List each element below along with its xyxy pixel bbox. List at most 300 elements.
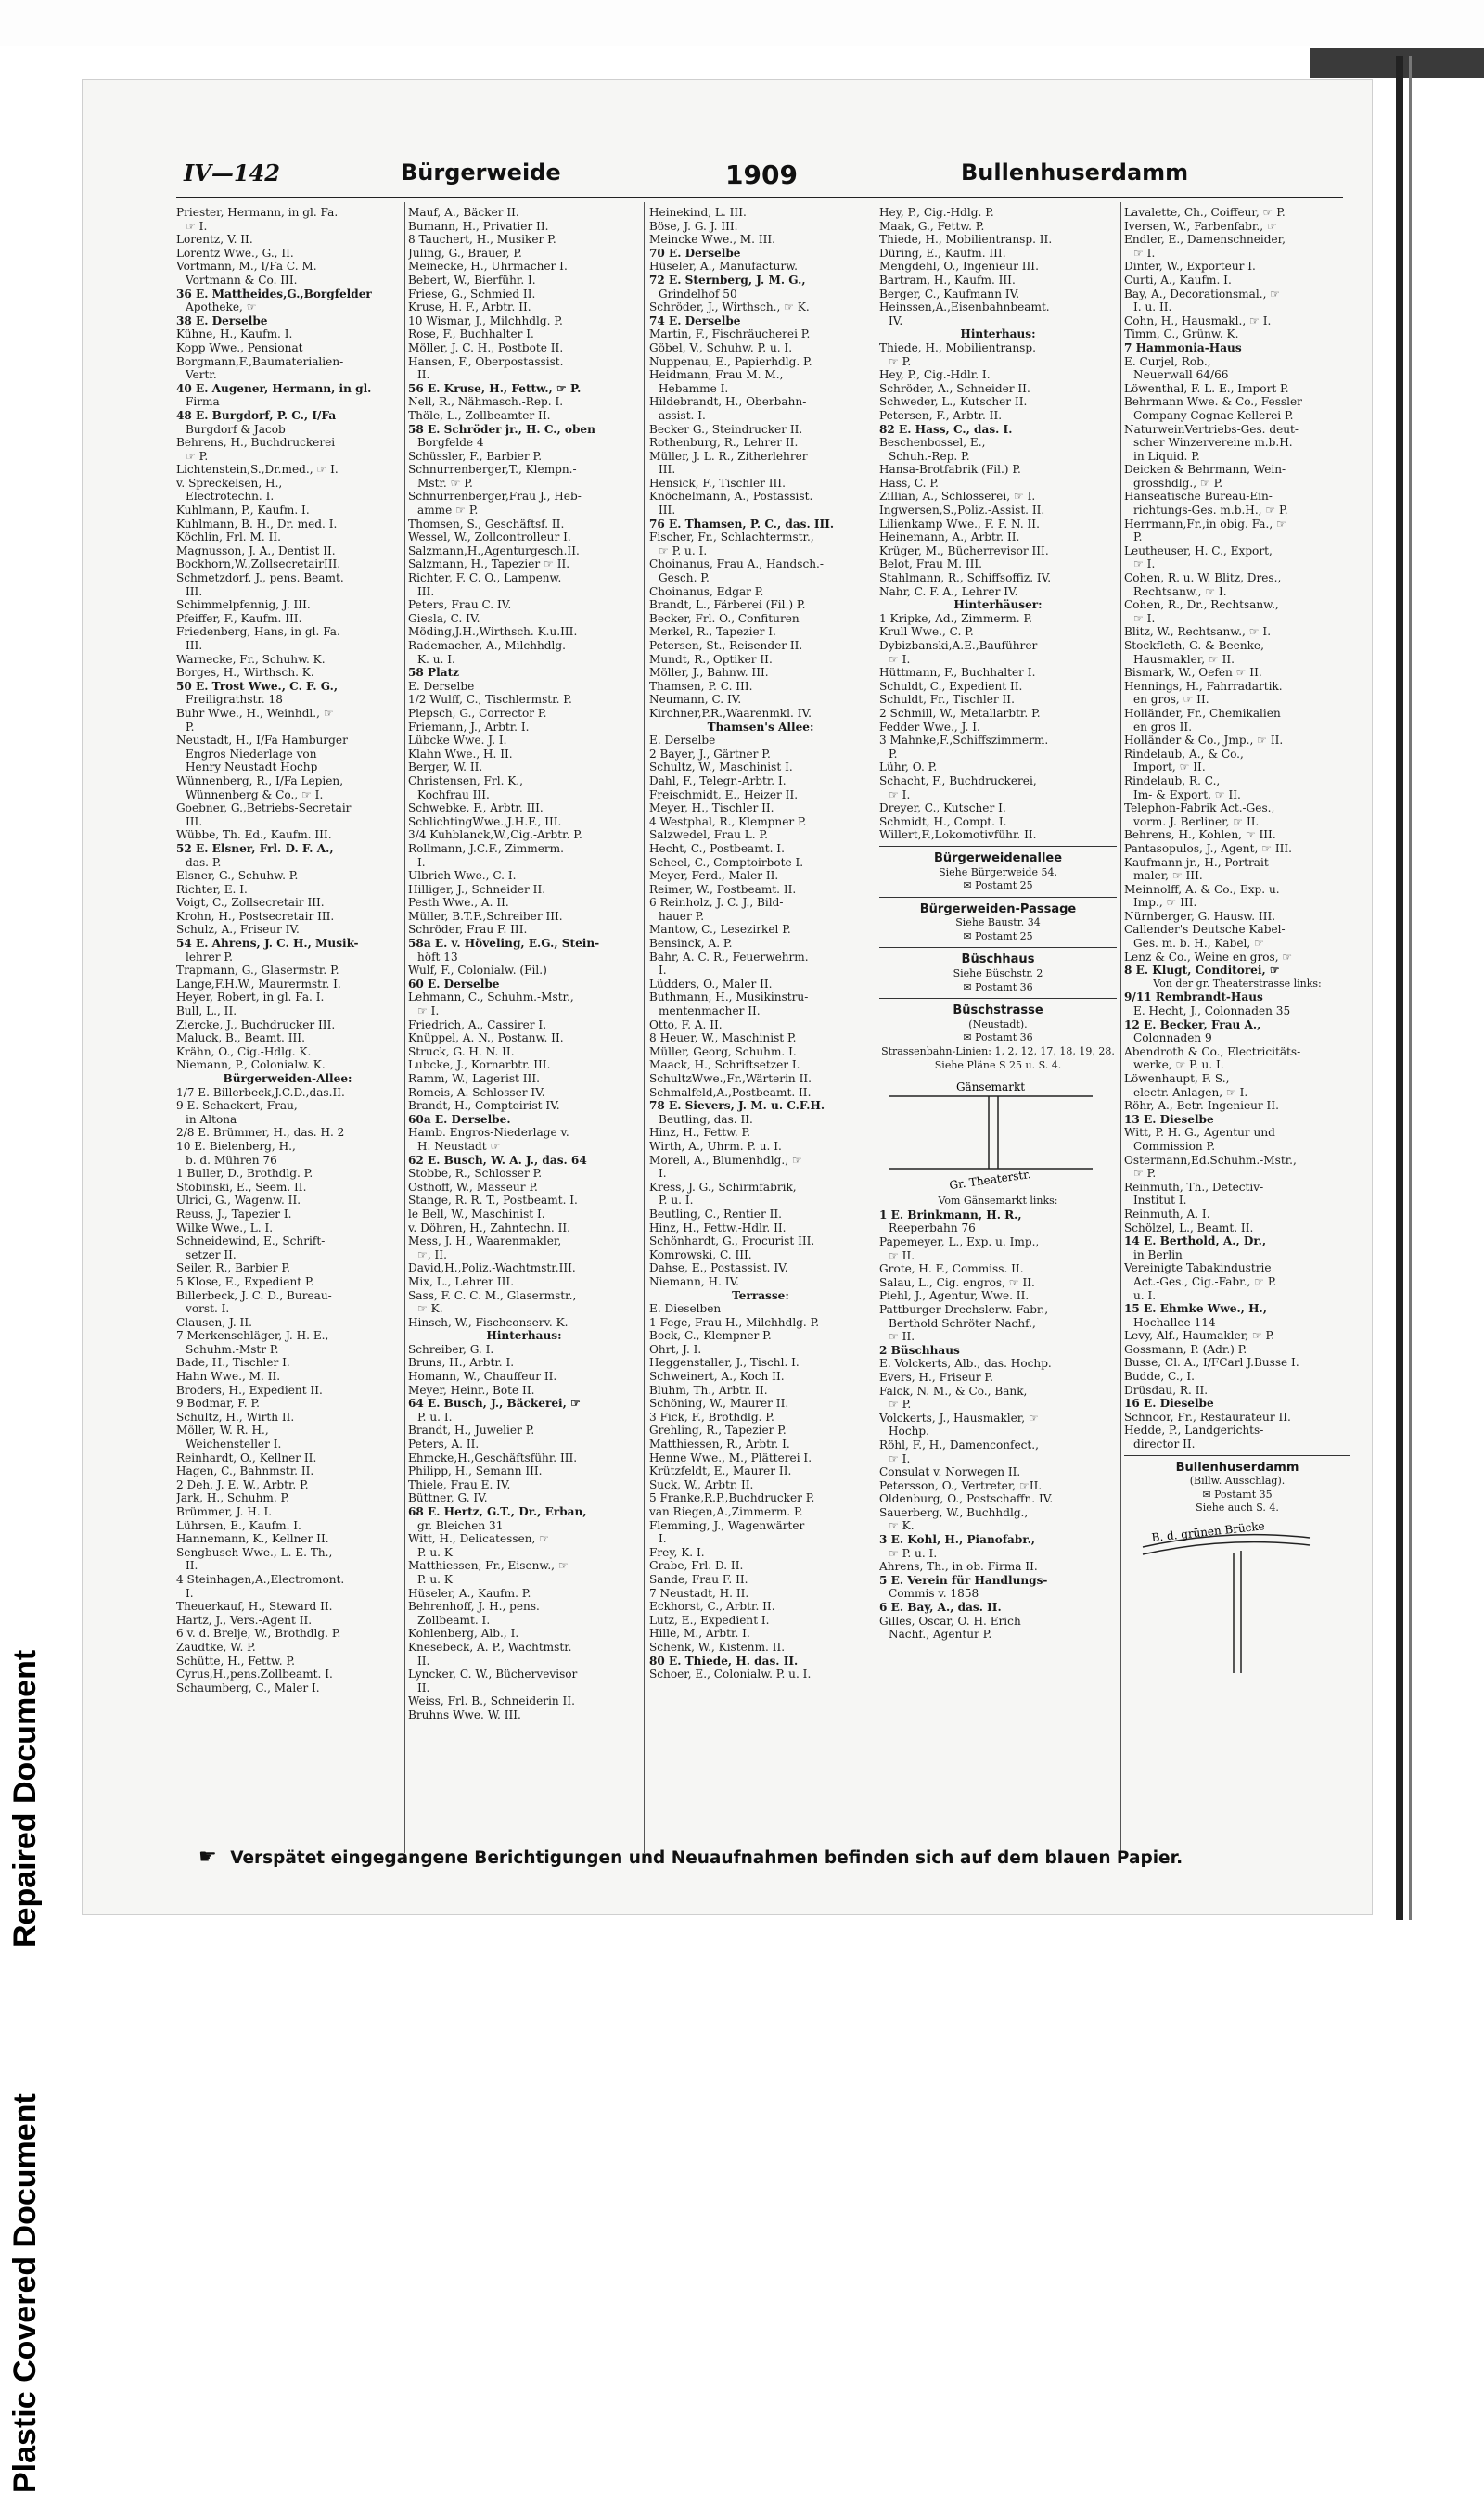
directory-entry: ☞ II. xyxy=(889,1330,915,1344)
directory-entry: Electrotechn. I. xyxy=(186,490,275,504)
directory-entry: ☞ K. xyxy=(417,1302,443,1316)
directory-entry: Choinanus, Frau A., Handsch.- xyxy=(649,557,824,571)
directory-entry: Henne Wwe., M., Plätterei I. xyxy=(649,1451,812,1464)
directory-entry: Brandt, H., Juwelier P. xyxy=(408,1424,535,1438)
directory-entry: Elsner, G., Schuhw. P. xyxy=(176,869,299,883)
directory-entry: Mengdehl, O., Ingenieur III. xyxy=(879,260,1039,274)
directory-entry: Juling, G., Brauer, P. xyxy=(408,246,522,260)
directory-entry: III. xyxy=(659,504,676,518)
directory-entry: Cohn, H., Hausmakl., ☞ I. xyxy=(1124,313,1272,327)
street-map xyxy=(1124,1519,1350,1677)
directory-entry: Nachf., Agentur P. xyxy=(889,1628,992,1642)
directory-entry: das. P. xyxy=(186,855,222,869)
directory-entry: Heinssen,A.,Eisenbahnbeamt. xyxy=(879,300,1050,314)
directory-entry: Lübcke Wwe. J. I. xyxy=(408,734,507,748)
directory-entry: Schuhm.-Mstr P. xyxy=(186,1342,279,1356)
street-box-line: Siehe Bürgerweide 54. xyxy=(939,865,1057,878)
directory-entry: Komrowski, C. III. xyxy=(649,1247,752,1261)
directory-entry: v. Döhren, H., Zahntechn. II. xyxy=(408,1221,570,1234)
directory-entry: Belot, Frau M. III. xyxy=(879,557,983,571)
directory-entry: NaturweinVertriebs-Ges. deut- xyxy=(1124,422,1298,436)
directory-entry: E. Derselbe xyxy=(649,734,716,748)
directory-entry: Kohlenberg, Alb., I. xyxy=(408,1627,519,1641)
directory-entry: 2 Bayer, J., Gärtner P. xyxy=(649,747,771,761)
directory-entry: Röhr, A., Betr.-Ingenieur II. xyxy=(1124,1099,1279,1113)
directory-entry: Meinecke, H., Uhrmacher I. xyxy=(408,260,568,274)
directory-entry: Wilke Wwe., L. I. xyxy=(176,1221,274,1234)
directory-entry: Willert,F.,Lokomotivführ. II. xyxy=(879,828,1037,842)
directory-entry: Wirth, A., Uhrm. P. u. I. xyxy=(649,1139,782,1153)
directory-entry: Köchlin, Frl. M. II. xyxy=(176,531,281,544)
directory-entry: Möller, J., Bahnw. III. xyxy=(649,666,769,680)
directory-entry: Bull, L., II. xyxy=(176,1004,237,1018)
directory-entry: Thöle, L., Zollbeamter II. xyxy=(408,408,551,422)
directory-entry: Klahn Wwe., H. II. xyxy=(408,747,513,761)
directory-entry: Becker G., Steindrucker II. xyxy=(649,422,803,436)
directory-entry: Hagen, C., Bahnmstr. II. xyxy=(176,1464,314,1478)
directory-entry: Heinekind, L. III. xyxy=(649,206,747,219)
directory-entry: 3 Fick, F., Brothdlg. P. xyxy=(649,1410,774,1424)
directory-entry: Bebert, W., Bierführ. I. xyxy=(408,273,536,287)
directory-entry: Maak, G., Fettw. P. xyxy=(879,219,985,233)
directory-entry: Neuerwall 64/66 xyxy=(1133,368,1229,382)
directory-entry: Nuppenau, E., Papierhdlg. P. xyxy=(649,354,812,368)
directory-entry: Drüsdau, R. II. xyxy=(1124,1383,1209,1397)
directory-entry: Bahr, A. C. R., Feuerwehrm. xyxy=(649,950,809,964)
directory-entry: Ingwersen,S.,Poliz.-Assist. II. xyxy=(879,504,1045,518)
directory-entry: Mundt, R., Optiker II. xyxy=(649,652,773,666)
directory-entry: Hartz, J., Vers.-Agent II. xyxy=(176,1613,313,1627)
directory-entry: Neustadt, H., I/Fa Hamburger xyxy=(176,734,348,748)
directory-entry: vorst. I. xyxy=(186,1302,230,1316)
directory-entry: Rademacher, A., Milchhdlg. xyxy=(408,639,566,652)
directory-entry: Schnoor, Fr., Restaurateur II. xyxy=(1124,1410,1291,1424)
directory-entry: Schöning, W., Maurer II. xyxy=(649,1397,789,1411)
house-number-entry: 1 E. Brinkmann, H. R., xyxy=(879,1208,1022,1221)
directory-entry: Hochallee 114 xyxy=(1133,1315,1216,1329)
directory-entry: Krull Wwe., C. P. xyxy=(879,625,974,639)
directory-entry: Becker, Frl. O., Confituren xyxy=(649,611,800,625)
directory-column-5 xyxy=(1124,206,1350,1681)
directory-entry: Bismark, W., Oefen ☞ II. xyxy=(1124,666,1262,680)
directory-entry: Evers, H., Friseur P. xyxy=(879,1370,993,1384)
directory-entry: Hanseatische Bureau-Ein- xyxy=(1124,490,1273,504)
directory-entry: ☞ P. xyxy=(889,354,912,368)
directory-entry: Vertr. xyxy=(186,368,217,382)
directory-entry: Hecht, C., Postbeamt. I. xyxy=(649,841,785,855)
directory-entry: Borgfelde 4 xyxy=(417,436,484,450)
directory-entry: Friemann, J., Arbtr. I. xyxy=(408,720,530,734)
directory-entry: Buhr Wwe., H., Weinhdl., ☞ xyxy=(176,706,334,720)
directory-entry: 7 Merkenschläger, J. H. E., xyxy=(176,1329,329,1343)
directory-entry: Meyer, H., Tischler II. xyxy=(649,801,774,815)
street-box-line: Strassenbahn-Linien: 1, 2, 12, 17, 18, 19, 28. xyxy=(881,1045,1115,1058)
directory-entry: Stobinski, E., Seem. II. xyxy=(176,1180,307,1194)
year-title: 1909 xyxy=(725,160,798,190)
section-heading: Hinterhaus: xyxy=(486,1329,562,1343)
house-number-entry: 38 E. Derselbe xyxy=(176,313,268,327)
house-number-entry: 82 E. Hass, C., das. I. xyxy=(879,422,1013,436)
directory-entry: Bruhns Wwe. W. III. xyxy=(408,1707,521,1721)
directory-entry: ☞ I. xyxy=(1133,611,1156,625)
directory-entry: en gros II. xyxy=(1133,720,1193,734)
directory-entry: 3 Mahnke,F.,Schiffszimmerm. xyxy=(879,734,1049,748)
directory-entry: Schröder, A., Schneider II. xyxy=(879,381,1030,395)
directory-entry: Heinemann, A., Arbtr. II. xyxy=(879,531,1020,544)
house-number-entry: 12 E. Becker, Frau A., xyxy=(1124,1017,1261,1031)
directory-entry: Krähn, O., Cig.-Hdlg. K. xyxy=(176,1044,312,1058)
directory-entry: Warnecke, Fr., Schuhw. K. xyxy=(176,652,326,666)
directory-entry: Clausen, J. II. xyxy=(176,1315,252,1329)
directory-entry: Lühr, O. P. xyxy=(879,761,938,774)
directory-entry: 6 Reinholz, J. C. J., Bild- xyxy=(649,896,784,910)
directory-entry: Bay, A., Decorationsmal., ☞ xyxy=(1124,287,1281,300)
directory-entry: Eckhorst, C., Arbtr. II. xyxy=(649,1600,775,1614)
directory-entry: Schmidt, H., Compt. I. xyxy=(879,814,1007,828)
directory-entry: Freischmidt, E., Heizer II. xyxy=(649,787,799,801)
directory-entry: Mantow, C., Lesezirkel P. xyxy=(649,923,791,937)
directory-entry: Ges. m. b. H., Kabel, ☞ xyxy=(1133,937,1264,951)
directory-entry: Heggenstaller, J., Tischl. I. xyxy=(649,1356,800,1370)
directory-entry: maler, ☞ III. xyxy=(1133,869,1203,883)
house-number-entry: 16 E. Dieselbe xyxy=(1124,1397,1214,1411)
directory-entry: Ostermann,Ed.Schuhm.-Mstr., xyxy=(1124,1153,1297,1167)
directory-entry: Firma xyxy=(186,395,220,409)
directory-entry: Schölzel, L., Beamt. II. xyxy=(1124,1221,1254,1234)
directory-entry: Vereinigte Tabakindustrie xyxy=(1124,1261,1272,1275)
house-number-entry: 36 E. Mattheides,G.,Borgfelder xyxy=(176,287,372,300)
directory-entry: Vortmann & Co. III. xyxy=(186,273,298,287)
directory-entry: Hüseler, A., Kaufm. P. xyxy=(408,1586,531,1600)
directory-entry: Schmetzdorf, J., pens. Beamt. xyxy=(176,571,344,585)
house-number-entry: 58 Platz xyxy=(408,666,460,680)
directory-entry: Frey, K. I. xyxy=(649,1545,705,1559)
directory-entry: ☞ P. xyxy=(186,449,209,463)
directory-entry: I. xyxy=(417,855,426,869)
directory-entry: Schröder, Frau F. III. xyxy=(408,923,528,937)
directory-entry: Schröder, J., Wirthsch., ☞ K. xyxy=(649,300,810,314)
directory-entry: Curti, A., Kaufm. I. xyxy=(1124,273,1232,287)
directory-entry: en gros, ☞ II. xyxy=(1133,693,1209,707)
directory-entry: Göbel, V., Schuhw. P. u. I. xyxy=(649,340,793,354)
directory-entry: Thamsen, P. C. III. xyxy=(649,679,753,693)
directory-entry: Kühne, H., Kaufm. I. xyxy=(176,327,293,341)
directory-entry: Berger, W. II. xyxy=(408,761,483,774)
directory-entry: Seiler, R., Barbier P. xyxy=(176,1261,290,1275)
directory-entry: Hansen, F., Oberpostassist. xyxy=(408,354,564,368)
directory-entry: Beutling, das. II. xyxy=(659,1112,753,1126)
directory-entry: lehrer P. xyxy=(186,950,233,964)
directory-entry: Witt, H., Delicatessen, ☞ xyxy=(408,1532,550,1546)
directory-entry: Reeperbahn 76 xyxy=(889,1221,976,1235)
directory-entry: Müller, J. L. R., Zitherlehrer xyxy=(649,449,808,463)
house-number-entry: 60a E. Derselbe. xyxy=(408,1112,511,1126)
page-edge xyxy=(1396,56,1403,1920)
directory-entry: Hochp. xyxy=(889,1425,929,1438)
directory-entry: höft 13 xyxy=(417,950,458,964)
directory-entry: Merkel, R., Tapezier I. xyxy=(649,625,776,639)
directory-entry: Petersen, F., Arbtr. II. xyxy=(879,408,1003,422)
directory-entry: Schaumberg, C., Maler I. xyxy=(176,1681,320,1694)
directory-entry: Petersen, St., Reisender II. xyxy=(649,639,803,652)
directory-entry: Engros Niederlage von xyxy=(186,747,317,761)
directory-entry: ☞ I. xyxy=(889,652,911,666)
directory-entry: Rothenburg, R., Lehrer II. xyxy=(649,436,799,450)
house-number-entry: 9/11 Rembrandt-Haus xyxy=(1124,991,1263,1004)
street-box-line: (Billw. Ausschlag). xyxy=(1189,1475,1286,1488)
house-number-entry: 54 E. Ahrens, J. C. H., Musik- xyxy=(176,937,359,951)
directory-entry: Billerbeck, J. C. D., Bureau- xyxy=(176,1288,332,1302)
directory-entry: Beutling, C., Rentier II. xyxy=(649,1207,782,1221)
directory-entry: Busse, Cl. A., I/FCarl J.Busse I. xyxy=(1124,1356,1299,1370)
map-label: Gänsemarkt xyxy=(955,1080,1026,1094)
directory-entry: Struck, G. H. N. II. xyxy=(408,1044,515,1058)
directory-entry: Maack, H., Schriftsetzer I. xyxy=(649,1058,800,1072)
directory-entry: Petersson, O., Vertreter, ☞II. xyxy=(879,1478,1043,1492)
house-number-entry: 58 E. Schröder jr., H. C., oben xyxy=(408,422,595,436)
directory-entry: Magnusson, J. A., Dentist II. xyxy=(176,543,336,557)
directory-entry: Bluhm, Th., Arbtr. II. xyxy=(649,1383,768,1397)
directory-entry: 7 Neustadt, H. II. xyxy=(649,1586,749,1600)
directory-entry: grosshdlg., ☞ P. xyxy=(1133,476,1223,490)
directory-entry: Gossmann, P. (Adr.) P. xyxy=(1124,1342,1247,1356)
directory-entry: Martin, F., Fischräucherei P. xyxy=(649,327,811,341)
directory-entry: III. xyxy=(186,584,203,598)
directory-entry: Hamb. Engros-Niederlage v. xyxy=(408,1126,569,1140)
directory-entry: P. xyxy=(186,720,195,734)
directory-entry: Hensick, F., Tischler III. xyxy=(649,476,786,490)
house-number-entry: 50 E. Trost Wwe., C. F. G., xyxy=(176,679,339,693)
directory-entry: Pfeiffer, F., Kaufm. III. xyxy=(176,611,302,625)
footer-text: Verspätet eingegangene Berichtigungen und Neuaufnahmen befinden sich auf dem blauen Papier. xyxy=(230,1848,1183,1868)
directory-entry: Böse, J. G. J. III. xyxy=(649,219,738,233)
house-number-entry: 80 E. Thiede, H. das. II. xyxy=(649,1654,799,1668)
directory-entry: II. xyxy=(417,368,430,382)
directory-entry: ☞ P. xyxy=(1133,1167,1157,1181)
street-box-line: Siehe Baustr. 34 xyxy=(955,916,1041,929)
directory-entry: Hinsch, W., Fischconserv. K. xyxy=(408,1315,569,1329)
directory-entry: Ehmcke,H.,Geschäftsführ. III. xyxy=(408,1451,578,1464)
directory-entry: 9 Bodmar, F. P. xyxy=(176,1397,260,1411)
directory-entry: Schnurrenberger,Frau J., Heb- xyxy=(408,490,582,504)
directory-entry: Schüssler, F., Barbier P. xyxy=(408,449,543,463)
directory-entry: Berger, C., Kaufmann IV. xyxy=(879,287,1020,300)
street-box-line: Siehe Pläne S 25 u. S. 4. xyxy=(934,1058,1062,1071)
directory-entry: Friedrich, A., Cassirer I. xyxy=(408,1017,547,1031)
street-box-title: Bürgerweiden-Passage xyxy=(919,901,1077,916)
directory-entry: Kochfrau III. xyxy=(417,787,490,801)
directory-entry: Reinmuth, A. I. xyxy=(1124,1207,1210,1221)
house-number-entry: 7 Hammonia-Haus xyxy=(1124,340,1242,354)
directory-entry: Sengbusch Wwe., L. E. Th., xyxy=(176,1545,333,1559)
directory-entry: Hinz, H., Fettw.-Hdlr. II. xyxy=(649,1221,787,1234)
directory-entry: Dahse, E., Postassist. IV. xyxy=(649,1261,788,1275)
house-number-entry: 62 E. Busch, W. A. J., das. 64 xyxy=(408,1153,587,1167)
house-number-entry: 2 Büschhaus xyxy=(879,1343,960,1357)
directory-entry: Abendroth & Co., Electricitäts- xyxy=(1124,1044,1301,1058)
street-line xyxy=(1143,1542,1310,1554)
directory-entry: P. u. I. xyxy=(659,1194,694,1208)
directory-entry: Brandt, H., Comptoirist IV. xyxy=(408,1099,560,1113)
directory-entry: Telephon-Fabrik Act.-Ges., xyxy=(1124,801,1275,815)
directory-entry: Kuhlmann, B. H., Dr. med. I. xyxy=(176,517,338,531)
directory-entry: Lyncker, C. W., Büchervevisor xyxy=(408,1668,578,1681)
directory-entry: Hass, C. P. xyxy=(879,476,939,490)
directory-entry: Schütte, H., Fettw. P. xyxy=(176,1654,296,1668)
directory-entry: Borges, H., Wirthsch. K. xyxy=(176,666,314,680)
directory-entry: Kress, J. G., Schirmfabrik, xyxy=(649,1180,797,1194)
directory-entry: Mess, J. H., Waarenmakler, xyxy=(408,1234,562,1248)
directory-entry: Schneidewind, E., Schrift- xyxy=(176,1234,326,1248)
map-label: Gr. Theaterstr. xyxy=(948,1168,1032,1192)
directory-entry: Grindelhof 50 xyxy=(659,287,737,300)
house-number-entry: 52 E. Elsner, Frl. D. F. A., xyxy=(176,841,334,855)
column-divider xyxy=(404,202,405,1853)
directory-entry: Dinter, W., Exporteur I. xyxy=(1124,260,1256,274)
directory-entry: Behrenhoff, J. H., pens. xyxy=(408,1600,540,1614)
street-box xyxy=(879,897,1117,944)
directory-entry: Otto, F. A. II. xyxy=(649,1017,723,1031)
house-number-entry: 64 E. Busch, J., Bäckerei, ☞ xyxy=(408,1397,581,1411)
directory-entry: Ziercke, J., Buchdrucker III. xyxy=(176,1017,336,1031)
directory-entry: 9 E. Schackert, Frau, xyxy=(176,1099,298,1113)
house-number-entry: 48 E. Burgdorf, P. C., I/Fa xyxy=(176,408,337,422)
directory-entry: Richter, F. C. O., Lampenw. xyxy=(408,571,562,585)
directory-column-4 xyxy=(879,206,1117,1642)
directory-entry: Giesla, C. IV. xyxy=(408,611,480,625)
directory-entry: Consulat v. Norwegen II. xyxy=(879,1465,1021,1479)
directory-entry: Bade, H., Tischler I. xyxy=(176,1356,290,1370)
street-box-line: ✉ Postamt 25 xyxy=(963,879,1033,892)
directory-entry: Meyer, Heinr., Bote II. xyxy=(408,1383,535,1397)
directory-entry: Ahrens, Th., in ob. Firma II. xyxy=(879,1560,1038,1574)
directory-entry: Plepsch, G., Corrector P. xyxy=(408,706,547,720)
street-box-line: ✉ Postamt 36 xyxy=(963,980,1033,993)
house-number-entry: 14 E. Berthold, A., Dr., xyxy=(1124,1234,1267,1248)
directory-entry: Scheel, C., Comptoirbote I. xyxy=(649,855,804,869)
directory-entry: Lehmann, C., Schuhm.-Mstr., xyxy=(408,991,574,1004)
directory-entry: Thiede, H., Mobilientransp. II. xyxy=(879,233,1053,247)
directory-entry: Kirchner,P.R.,Waarenmkl. IV. xyxy=(649,706,812,720)
directory-entry: H. Neustadt ☞ xyxy=(417,1139,501,1153)
directory-entry: 10 E. Bielenberg, H., xyxy=(176,1139,296,1153)
directory-entry: Schulz, A., Friseur IV. xyxy=(176,923,300,937)
directory-entry: Buthmann, H., Musikinstru- xyxy=(649,991,809,1004)
directory-entry: Weichensteller I. xyxy=(186,1438,282,1451)
directory-entry: mentenmacher II. xyxy=(659,1004,761,1018)
house-number-entry: 5 E. Verein für Handlungs- xyxy=(879,1573,1048,1587)
directory-entry: 4 Westphal, R., Klempner P. xyxy=(649,814,807,828)
directory-entry: Krohn, H., Postsecretair III. xyxy=(176,909,335,923)
directory-entry: Peters, A. II. xyxy=(408,1438,480,1451)
house-number-entry: 58a E. v. Höveling, E.G., Stein- xyxy=(408,937,600,951)
street-box-line: Siehe auch S. 4. xyxy=(1196,1502,1279,1515)
directory-entry: Fedder Wwe., J. I. xyxy=(879,720,980,734)
directory-entry: Blitz, W., Rechtsanw., ☞ I. xyxy=(1124,625,1272,639)
directory-entry: b. d. Mühren 76 xyxy=(186,1153,277,1167)
directory-entry: Im- & Export, ☞ II. xyxy=(1133,787,1241,801)
directory-entry: Schmalfeld,A.,Postbeamt. II. xyxy=(649,1085,812,1099)
directory-entry: Ohrt, J. I. xyxy=(649,1342,702,1356)
directory-entry: Krüger, M., Bücherrevisor III. xyxy=(879,543,1049,557)
directory-entry: assist. I. xyxy=(659,408,706,422)
directory-entry: Meinnolff, A. & Co., Exp. u. xyxy=(1124,882,1280,896)
map-drawing xyxy=(1124,1519,1347,1677)
street-box-line: ✉ Postamt 25 xyxy=(963,929,1033,942)
directory-entry: Brümmer, J. H. I. xyxy=(176,1505,273,1518)
directory-entry: Burgdorf & Jacob xyxy=(186,422,286,436)
house-number-entry: 70 E. Derselbe xyxy=(649,246,741,260)
house-number-entry: 78 E. Sievers, J. M. u. C.F.H. xyxy=(649,1099,825,1113)
directory-entry: Lührsen, E., Kaufm. I. xyxy=(176,1518,301,1532)
directory-entry: Nürnberger, G. Hausw. III. xyxy=(1124,909,1276,923)
directory-entry: Stockfleth, G. & Beenke, xyxy=(1124,639,1264,652)
directory-entry: Schweinert, A., Koch II. xyxy=(649,1370,785,1384)
directory-entry: Bensinck, A. P. xyxy=(649,937,733,951)
directory-entry: Wünnenberg & Co., ☞ I. xyxy=(186,787,324,801)
directory-entry: Reimer, W., Postbeamt. II. xyxy=(649,882,797,896)
directory-entry: Schuldt, Fr., Tischler II. xyxy=(879,693,1015,707)
directory-entry: Reinmuth, Th., Detectiv- xyxy=(1124,1180,1264,1194)
directory-entry: SchlichtingWwe.,J.H.F., III. xyxy=(408,814,562,828)
directory-entry: Dreyer, C., Kutscher I. xyxy=(879,801,1006,815)
directory-entry: Matthiessen, R., Arbtr. I. xyxy=(649,1438,790,1451)
house-number-entry: 8 E. Klugt, Conditorei, ☞ xyxy=(1124,964,1280,978)
directory-entry: 10 Wismar, J., Milchhdlg. P. xyxy=(408,313,563,327)
directory-entry: 1/2 Wulff, C., Tischlermstr. P. xyxy=(408,693,572,707)
directory-entry: Meincke Wwe., M. III. xyxy=(649,233,776,247)
directory-entry: Mauf, A., Bäcker II. xyxy=(408,206,519,219)
directory-entry: Lüdders, O., Maler II. xyxy=(649,977,773,991)
directory-entry: Schuh.-Rep. P. xyxy=(889,449,970,463)
directory-entry: Choinanus, Edgar P. xyxy=(649,584,764,598)
directory-entry: Jark, H., Schuhm. P. xyxy=(176,1491,290,1505)
column-divider xyxy=(1120,202,1121,1853)
directory-entry: Rechtsanw., ☞ I. xyxy=(1133,584,1227,598)
directory-entry: Wünnenberg, R., I/Fa Lepien, xyxy=(176,773,344,787)
directory-entry: Gilles, Oscar, O. H. Erich xyxy=(879,1614,1021,1628)
directory-entry: Lorentz, V. II. xyxy=(176,233,253,247)
directory-entry: Schönhardt, G., Procurist III. xyxy=(649,1234,815,1248)
directory-entry: 2 Schmill, W., Metallarbtr. P. xyxy=(879,706,1041,720)
directory-entry: in Liquid. P. xyxy=(1133,449,1200,463)
directory-entry: gr. Bleichen 31 xyxy=(417,1518,504,1532)
directory-entry: Stobbe, R., Schlosser P. xyxy=(408,1167,543,1181)
directory-entry: Lilienkamp Wwe., F. F. N. II. xyxy=(879,517,1040,531)
directory-entry: Witt, P. H. G., Agentur und xyxy=(1124,1126,1275,1140)
directory-entry: E. Derselbe xyxy=(408,679,475,693)
directory-entry: richtungs-Ges. m.b.H., ☞ P. xyxy=(1133,504,1288,518)
directory-entry: Möding,J.H.,Wirthsch. K.u.III. xyxy=(408,625,578,639)
directory-entry: P. xyxy=(1133,531,1143,544)
directory-entry: Hille, M., Arbtr. I. xyxy=(649,1627,750,1641)
directory-entry: Sande, Frau F. II. xyxy=(649,1572,748,1586)
directory-entry: Volckerts, J., Hausmakler, ☞ xyxy=(879,1411,1039,1425)
directory-entry: Hennings, H., Fahrradartik. xyxy=(1124,679,1283,693)
directory-entry: I. xyxy=(659,1167,667,1181)
directory-entry: Commission P. xyxy=(1133,1139,1216,1153)
directory-entry: Zollbeamt. I. xyxy=(417,1613,491,1627)
directory-entry: Commis v. 1858 xyxy=(889,1587,979,1601)
house-number-entry: 56 E. Kruse, H., Fettw., ☞ P. xyxy=(408,381,582,395)
page-number: IV—142 xyxy=(184,160,280,186)
map-drawing xyxy=(879,1076,1102,1191)
directory-entry: Sauerberg, W., Buchhdlg., xyxy=(879,1505,1029,1519)
directory-entry: II. xyxy=(417,1681,430,1694)
directory-entry: Büttner, G. IV. xyxy=(408,1491,488,1505)
directory-entry: I. u. II. xyxy=(1133,300,1172,314)
directory-entry: Grote, H. F., Commiss. II. xyxy=(879,1262,1024,1276)
